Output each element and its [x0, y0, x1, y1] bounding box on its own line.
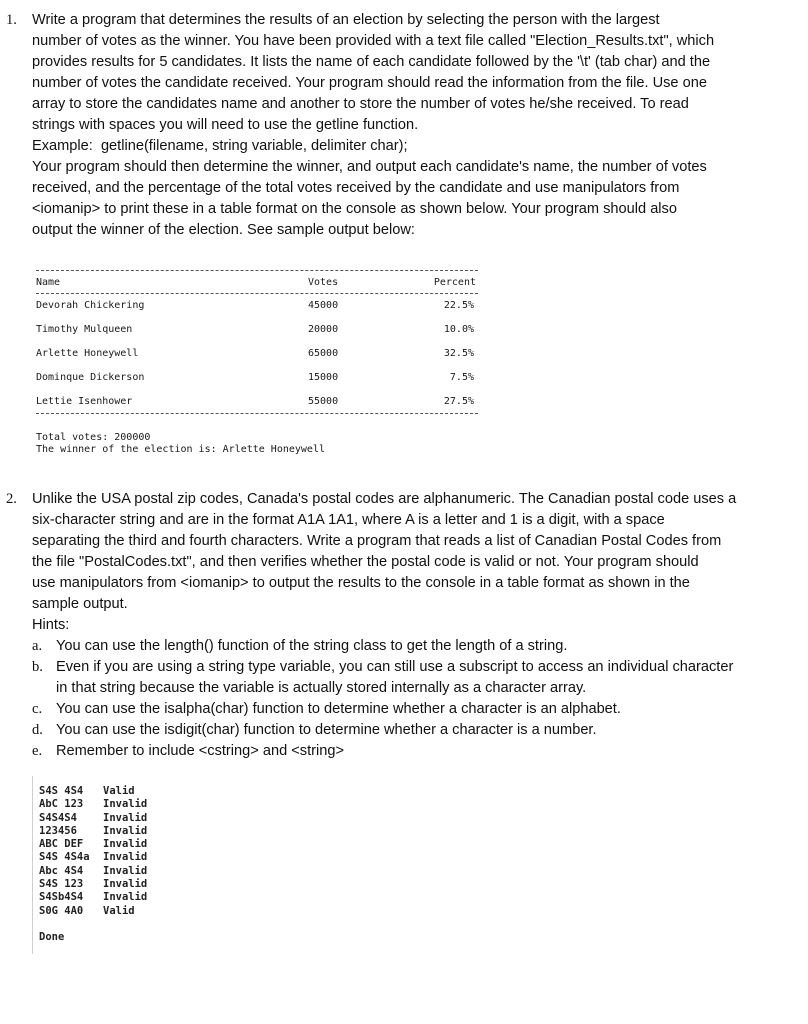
row-name: Arlette Honeywell	[36, 348, 139, 359]
divider	[36, 413, 478, 414]
row-percent: 22.5%	[443, 300, 474, 311]
hint-item	[32, 657, 796, 699]
postal-row	[39, 891, 179, 904]
postal-row	[39, 865, 179, 878]
postal-console-output	[32, 776, 179, 954]
row-percent: 10.0%	[443, 324, 474, 335]
hint-item	[32, 699, 796, 720]
hint-letter: a.	[32, 638, 43, 654]
q2-line: separating the third and fourth characters. Write a program that reads a list of Canadian Postal Codes from	[32, 533, 722, 549]
postal-row	[39, 785, 179, 798]
postal-status: Invalid	[103, 851, 148, 864]
q2-line: Unlike the USA postal zip codes, Canada's postal codes are alphanumeric. The Canadian postal code uses a	[32, 491, 737, 507]
header-votes: Votes	[308, 277, 339, 288]
postal-status: Invalid	[103, 891, 148, 904]
question-2	[6, 489, 796, 762]
q1-line: Write a program that determines the results of an election by selecting the person with the largest	[32, 12, 660, 28]
postal-code: S4Sb4S4	[39, 891, 84, 904]
postal-code: Abc 4S4	[39, 864, 84, 877]
q1-line: Example: getline(filename, string variable, delimiter char);	[32, 138, 408, 154]
q2-hints-heading: Hints:	[32, 617, 70, 633]
postal-row	[39, 825, 179, 838]
postal-code: ABC DEF	[39, 838, 84, 851]
hint-letter: d.	[32, 722, 43, 738]
hint-item	[32, 636, 796, 657]
hint-text: You can use the isdigit(char) function to determine whether a character is a number.	[56, 722, 597, 738]
row-name: Devorah Chickering	[36, 300, 145, 311]
done-label: Done	[39, 930, 65, 943]
postal-status: Invalid	[103, 838, 148, 851]
question-number: 1.	[6, 12, 17, 28]
q1-line: provides results for 5 candidates. It lists the name of each candidate followed by the '\t' (tab char) and the	[32, 54, 711, 70]
row-votes: 15000	[308, 372, 339, 383]
postal-code: AbC 123	[39, 798, 84, 811]
q1-line: output the winner of the election. See sample output below:	[32, 222, 415, 238]
row-votes: 65000	[308, 348, 339, 359]
postal-code: S4S 123	[39, 878, 84, 891]
winner-line: The winner of the election is: Arlette Honeywell	[36, 444, 325, 455]
hint-letter: b.	[32, 659, 43, 675]
q1-line: number of votes the candidate received. Your program should read the information from the file. Use one	[32, 75, 707, 91]
hint-text: You can use the length() function of the string class to get the length of a string.	[56, 638, 568, 654]
question-2-text	[32, 489, 796, 762]
postal-code: S4S4S4	[39, 811, 77, 824]
postal-status: Valid	[103, 785, 135, 797]
header-percent: Percent	[433, 277, 476, 288]
postal-code: S0G 4A0	[39, 904, 84, 917]
election-console-output	[36, 262, 478, 462]
q2-line: sample output.	[32, 596, 128, 612]
hint-text: You can use the isalpha(char) function to determine whether a character is an alphabet.	[56, 701, 621, 717]
q1-line: array to store the candidates name and another to store the number of votes he/she received. To read	[32, 96, 689, 112]
q1-line: received, and the percentage of the total votes received by the candidate and use manipulators from	[32, 180, 680, 196]
postal-status: Invalid	[103, 864, 148, 877]
question-1	[6, 10, 796, 241]
hint-text: Remember to include <cstring> and <string>	[56, 743, 344, 759]
hint-text: Even if you are using a string type variable, you can still use a subscript to access an individual character	[56, 659, 734, 675]
hint-letter: e.	[32, 743, 43, 759]
divider	[36, 270, 478, 271]
row-name: Lettie Isenhower	[36, 396, 133, 407]
postal-status: Invalid	[103, 824, 148, 837]
postal-code: 123456	[39, 824, 77, 837]
postal-code: S4S 4S4a	[39, 851, 90, 864]
row-votes: 20000	[308, 324, 339, 335]
hint-item	[32, 720, 796, 741]
postal-row	[39, 812, 179, 825]
postal-status: Invalid	[103, 798, 148, 811]
header-name: Name	[36, 277, 61, 288]
divider	[36, 293, 478, 294]
postal-code: S4S 4S4	[39, 785, 84, 797]
hint-item	[32, 741, 796, 762]
q1-line: number of votes as the winner. You have been provided with a text file called "Election_Results.txt", which	[32, 33, 715, 49]
postal-status: Invalid	[103, 811, 148, 824]
row-votes: 45000	[308, 300, 339, 311]
row-percent: 7.5%	[449, 372, 474, 383]
row-name: Dominque Dickerson	[36, 372, 145, 383]
postal-row	[39, 838, 179, 851]
q1-line: <iomanip> to print these in a table format on the console as shown below. Your program should also	[32, 201, 677, 217]
question-number: 2.	[6, 491, 17, 507]
q1-line: strings with spaces you will need to use the getline function.	[32, 117, 419, 133]
row-percent: 32.5%	[443, 348, 474, 359]
postal-status: Invalid	[103, 878, 148, 891]
q2-line: six-character string and are in the format A1A 1A1, where A is a letter and 1 is a digit, with a space	[32, 512, 665, 528]
postal-row	[39, 798, 179, 811]
question-1-text	[32, 10, 796, 241]
q2-line: use manipulators from <iomanip> to output the results to the console in a table format as shown in the	[32, 575, 690, 591]
postal-status: Valid	[103, 904, 135, 917]
row-votes: 55000	[308, 396, 339, 407]
q2-line: the file "PostalCodes.txt", and then verifies whether the postal code is valid or not. Your program should	[32, 554, 699, 570]
postal-row	[39, 878, 179, 891]
postal-row	[39, 851, 179, 864]
hint-text: in that string because the variable is actually stored internally as a character array.	[56, 680, 587, 696]
postal-row	[39, 905, 179, 918]
total-votes-line: Total votes: 200000	[36, 432, 151, 443]
hint-letter: c.	[32, 701, 43, 717]
q1-line: Your program should then determine the winner, and output each candidate's name, the number of votes	[32, 159, 707, 175]
row-percent: 27.5%	[443, 396, 474, 407]
row-name: Timothy Mulqueen	[36, 324, 133, 335]
